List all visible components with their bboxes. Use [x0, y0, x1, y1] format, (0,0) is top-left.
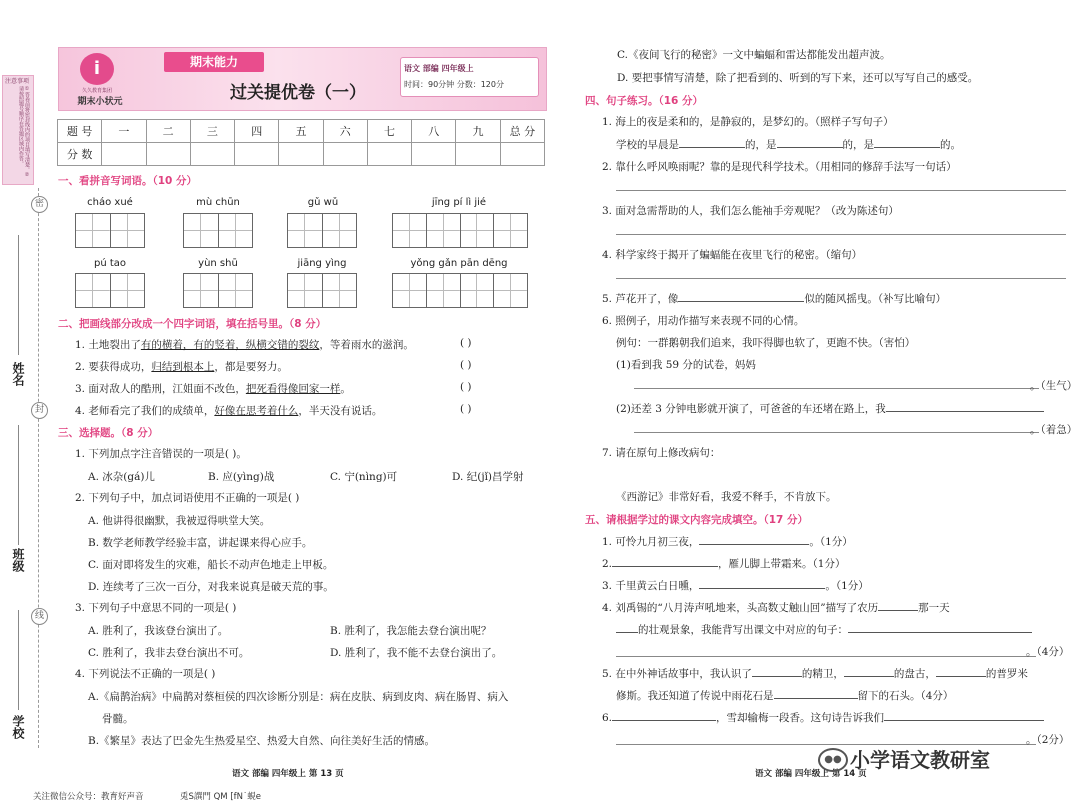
garbled-text: 兎S譔門 QM [fN˙蜆e [180, 792, 261, 802]
blank[interactable] [678, 301, 804, 302]
question-4-6-1: (1)看到我 59 分的试卷，妈妈 [616, 359, 756, 371]
watermark-text: 小学语文教研室 [850, 748, 990, 772]
fill-line-4-1: 学校的早晨是 的，是 的，是 的。 [616, 139, 961, 151]
notice-text: ①答卷前将密封线内的项目填写清楚。②请按照题号顺序在答题区域内作答。 [18, 86, 30, 178]
pinyin-label: yǒng gǎn pān dēng [410, 258, 508, 269]
score-note: 。（2分） [1026, 734, 1070, 746]
option: C. 胜利了，我非去登台演出不可。 [88, 647, 250, 659]
question-4-6: 6. 照例子，用动作描写来表现不同的心情。 [602, 315, 805, 327]
subject-info: 语文 部编 四年级上 [404, 64, 474, 73]
blank[interactable] [774, 698, 858, 699]
answer-parens[interactable]: ( ) [460, 337, 472, 349]
blank[interactable] [878, 610, 918, 611]
option: D. 连续考了三次一百分，对我来说真是破天荒的事。 [88, 581, 334, 593]
option: B.《繁星》表达了巴金先生热爱星空、热爱大自然、向往美好生活的情感。 [88, 735, 436, 747]
table-cell: 七 [367, 120, 411, 143]
blank[interactable] [884, 720, 1044, 721]
seal-char-xian: 线 [31, 608, 48, 625]
score-cell[interactable] [190, 143, 234, 166]
blank[interactable] [848, 632, 1032, 633]
seal-char-mi: 密 [31, 196, 48, 213]
page-title: 过关提优卷（一） [230, 83, 366, 103]
score-cell[interactable] [235, 143, 279, 166]
option-continued: 骨髓。 [102, 713, 134, 725]
pinyin-label: mù chūn [196, 197, 240, 208]
writing-grid[interactable] [75, 273, 145, 308]
class-label: 班级 [11, 548, 25, 572]
question-5-3: 3. 千里黄云白日曛， 。（1分） [602, 580, 869, 592]
answer-line[interactable] [616, 234, 1066, 235]
option: A.《扁鹊治病》中扁鹊对蔡桓侯的四次诊断分别是：病在皮肤、病到皮肉、病在肠胃、病入 [88, 691, 509, 703]
option: D. 胜利了，我不能不去登台演出了。 [330, 647, 503, 659]
question-2-1: 1. 土地裂出了有的横着，有的竖着，纵横交错的裂纹，等着雨水的滋润。 [75, 339, 414, 351]
blank[interactable] [699, 544, 809, 545]
page-footer-left: 语文 部编 四年级上 第 13 页 [232, 769, 344, 779]
question-5-5-cont: 修斯。我还知道了传说中雨花石是 留下的石头。（4分） [616, 690, 954, 702]
question-2-4: 4. 老师看完了我们的成绩单，好像在思考着什么，半天没有说话。 [75, 405, 383, 417]
blank[interactable] [844, 676, 894, 677]
question-5-2: 2. ，雁儿脚上带霜来。（1分） [602, 558, 846, 570]
notice-title: 注意事项 [4, 78, 29, 85]
table-cell: 六 [323, 120, 367, 143]
question-4-6-2: (2)还差 3 分钟电影就开演了，可爸爸的车还堵在路上，我 [616, 401, 1044, 416]
table-cell: 总 分 [500, 120, 544, 143]
pinyin-label: yùn shū [198, 258, 238, 269]
school-field-line [18, 610, 19, 710]
table-cell: 一 [102, 120, 146, 143]
question-3-3: 3. 下列句子中意思不同的一项是( ) [75, 602, 237, 614]
option: B. 胜利了，我怎能去登台演出呢？ [330, 625, 492, 637]
pinyin-label: cháo xué [87, 197, 133, 208]
question-4-2: 2. 靠什么呼风唤雨呢？靠的是现代科学技术。（用相同的修辞手法写一句话） [602, 161, 957, 173]
writing-grid[interactable] [392, 213, 528, 248]
table-cell: 分 数 [58, 143, 102, 166]
section-1-heading: 一、看拼音写词语。（10 分） [58, 175, 198, 187]
name-label: 姓名 [11, 362, 25, 386]
score-value-row [58, 143, 545, 166]
page-footer-right: 语文 部编 四年级上 第 14 页 [755, 769, 867, 779]
example-sentence: 例句：一群鹅朝我们追来，我吓得脚也软了，更跑不快。（害怕） [616, 337, 916, 349]
option: C. 宁(nìng)可 [330, 471, 398, 483]
option: C.《夜间飞行的秘密》一文中蝙蝠和雷达都能发出超声波。 [617, 49, 891, 61]
option: A. 他讲得很幽默，我被逗得哄堂大笑。 [88, 515, 271, 527]
score-note: 。（4分） [1026, 646, 1070, 658]
table-cell: 九 [456, 120, 500, 143]
score-cell[interactable] [367, 143, 411, 166]
option: B. 数学老师教学经验丰富，讲起课来得心应手。 [88, 537, 313, 549]
blank[interactable] [886, 411, 1044, 412]
question-4-4: 4. 科学家终于揭开了蝙蝠能在夜里飞行的秘密。（缩句） [602, 249, 863, 261]
blank[interactable] [699, 588, 825, 589]
question-2-2: 2. 要获得成功，归结到根本上，都是要努力。 [75, 361, 288, 373]
table-cell: 题 号 [58, 120, 102, 143]
wechat-promo: 关注微信公众号：教育好声音 [33, 792, 144, 802]
option: C. 面对即将发生的灾难，船长不动声色地走上甲板。 [88, 559, 334, 571]
school-label: 学校 [11, 715, 25, 739]
writing-grid[interactable] [287, 273, 357, 308]
class-field-line [18, 425, 19, 545]
series-name: 期末小状元 [77, 97, 123, 107]
score-cell[interactable] [500, 143, 544, 166]
table-cell: 二 [146, 120, 190, 143]
option: D. 纪(jǐ)昌学射 [452, 471, 524, 483]
question-2-3: 3. 面对敌人的酷刑，江姐面不改色，把死看得像回家一样。 [75, 383, 351, 395]
question-3-1: 1. 下列加点字注音错误的一项是( )。 [75, 448, 247, 460]
brand-logo: i [80, 53, 114, 85]
pinyin-label: jiāng yìng [297, 258, 347, 269]
answer-parens[interactable]: ( ) [460, 359, 472, 371]
wechat-icon: ●● [818, 748, 848, 772]
table-cell: 五 [279, 120, 323, 143]
exam-type-tag: 期末能力 [164, 52, 264, 72]
section-4-heading: 四、句子练习。（16 分） [585, 95, 704, 107]
score-cell[interactable] [412, 143, 456, 166]
question-4-5: 5. 芦花开了，像 似的随风摇曳。（补写比喻句） [602, 293, 947, 305]
writing-grid[interactable] [287, 213, 357, 248]
blank[interactable] [777, 147, 843, 148]
section-3-heading: 三、选择题。（8 分） [58, 427, 159, 439]
question-4-1: 1. 海上的夜是柔和的，是静寂的，是梦幻的。（照样子写句子） [602, 116, 894, 128]
score-table [57, 119, 545, 166]
section-2-heading: 二、把画线部分改成一个四字词语，填在括号里。（8 分） [58, 318, 327, 330]
question-3-4: 4. 下列说法不正确的一项是( ) [75, 668, 216, 680]
answer-parens[interactable]: ( ) [460, 403, 472, 415]
time-score-info: 时间：90分钟 分数：120分 [404, 80, 504, 89]
seal-char-feng: 封 [31, 402, 48, 419]
answer-line[interactable] [634, 388, 1039, 389]
mood-tag: 。（生气） [1030, 380, 1078, 392]
score-cell[interactable] [146, 143, 190, 166]
name-field-line [18, 235, 19, 355]
question-5-4: 4. 刘禹锡的“八月涛声吼地来，头高数丈触山回”描写了农历 那一天 [602, 602, 950, 614]
blank[interactable] [679, 147, 745, 148]
score-cell[interactable] [279, 143, 323, 166]
mood-tag: 。（着急） [1030, 424, 1078, 436]
question-5-4-cont: 的壮观景象，我能背写出课文中对应的句子： [616, 622, 1032, 637]
score-cell[interactable] [456, 143, 500, 166]
blank[interactable] [616, 632, 638, 633]
blank[interactable] [874, 147, 940, 148]
answer-line[interactable] [634, 432, 1039, 433]
pinyin-label: gǔ wǔ [307, 197, 339, 208]
blank[interactable] [612, 720, 716, 721]
writing-grid[interactable] [392, 273, 528, 308]
blank[interactable] [936, 676, 986, 677]
pinyin-label: pú tao [93, 258, 127, 269]
blank[interactable] [752, 676, 802, 677]
writing-grid[interactable] [183, 213, 253, 248]
table-cell: 四 [235, 120, 279, 143]
answer-line[interactable] [616, 190, 1066, 191]
blank[interactable] [612, 566, 718, 567]
writing-grid[interactable] [183, 273, 253, 308]
answer-parens[interactable]: ( ) [460, 381, 472, 393]
option: B. 应(yìng)战 [208, 471, 275, 483]
writing-grid[interactable] [75, 213, 145, 248]
option: D. 要把事情写清楚，除了把看到的、听到的写下来，还可以写写自己的感受。 [617, 72, 979, 84]
option: A. 冰杂(gá)儿 [88, 471, 155, 483]
option: A. 胜利了，我该登台演出了。 [88, 625, 229, 637]
question-4-3: 3. 面对急需帮助的人，我们怎么能袖手旁观呢？（改为陈述句） [602, 205, 899, 217]
question-4-7: 7. 请在原句上修改病句： [602, 447, 721, 459]
table-cell: 八 [412, 120, 456, 143]
score-cell[interactable] [102, 143, 146, 166]
table-cell: 三 [190, 120, 234, 143]
score-header-row [58, 120, 545, 143]
logo-subtext: 久久教育集团 [81, 88, 112, 94]
question-3-2: 2. 下列句子中，加点词语使用不正确的一项是( ) [75, 492, 300, 504]
pinyin-label: jīng pí lì jié [431, 197, 487, 208]
answer-line[interactable] [616, 656, 1036, 657]
section-5-heading: 五、请根据学过的课文内容完成填空。（17 分） [585, 514, 809, 526]
answer-line[interactable] [616, 278, 1066, 279]
score-cell[interactable] [323, 143, 367, 166]
binding-line [38, 188, 39, 748]
question-5-1: 1. 可怜九月初三夜， 。（1分） [602, 536, 853, 548]
sick-sentence: 《西游记》非常好看，我爱不释手，不肯放下。 [616, 491, 837, 503]
question-5-6: 6. ，雪却输梅一段香。这句诗告诉我们 [602, 710, 1044, 725]
question-5-5: 5. 在中外神话故事中，我认识了 的精卫， 的盘古， 的普罗米 [602, 668, 1028, 680]
